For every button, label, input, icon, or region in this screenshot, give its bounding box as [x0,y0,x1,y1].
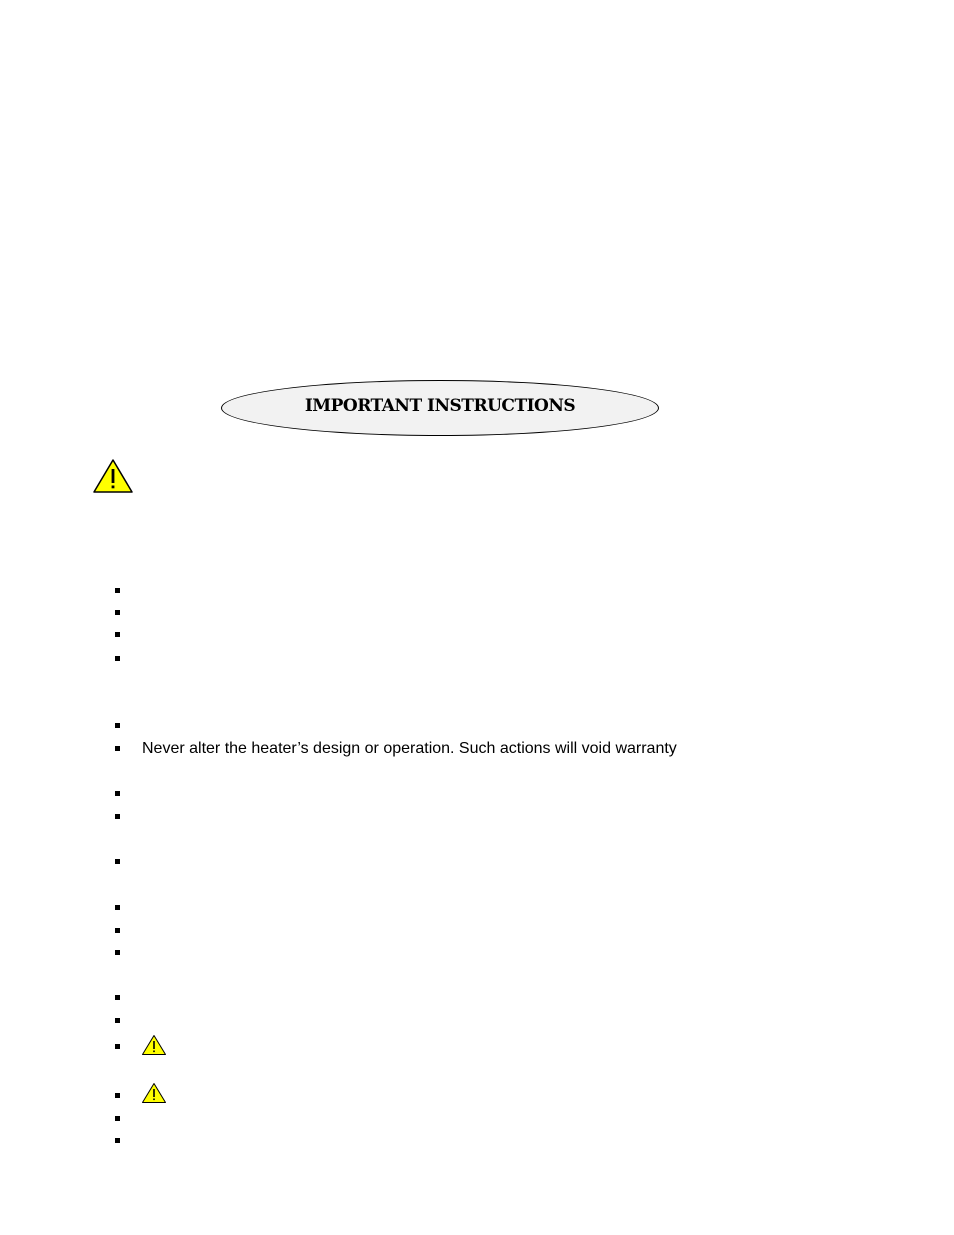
list-bullet [115,656,120,661]
list-item: Never alter the heater’s design or operation. Such actions will void warranty [142,740,677,757]
warning-triangle-icon [141,1034,167,1056]
warning-triangle-icon [141,1082,167,1104]
list-bullet [115,588,120,593]
list-bullet [115,632,120,637]
list-bullet [115,995,120,1000]
list-bullet [115,1093,120,1098]
list-bullet [115,791,120,796]
list-bullet [115,723,120,728]
list-bullet [115,814,120,819]
title-banner [221,380,659,436]
warning-triangle-icon [92,458,134,494]
page-title: IMPORTANT INSTRUCTIONS [304,396,576,416]
list-bullet [115,859,120,864]
list-bullet [115,1018,120,1023]
list-bullet [115,905,120,910]
list-bullet [115,1138,120,1143]
list-bullet [115,1116,120,1121]
list-bullet [115,950,120,955]
list-bullet [115,610,120,615]
list-bullet [115,928,120,933]
list-bullet [115,1044,120,1049]
list-bullet [115,746,120,751]
